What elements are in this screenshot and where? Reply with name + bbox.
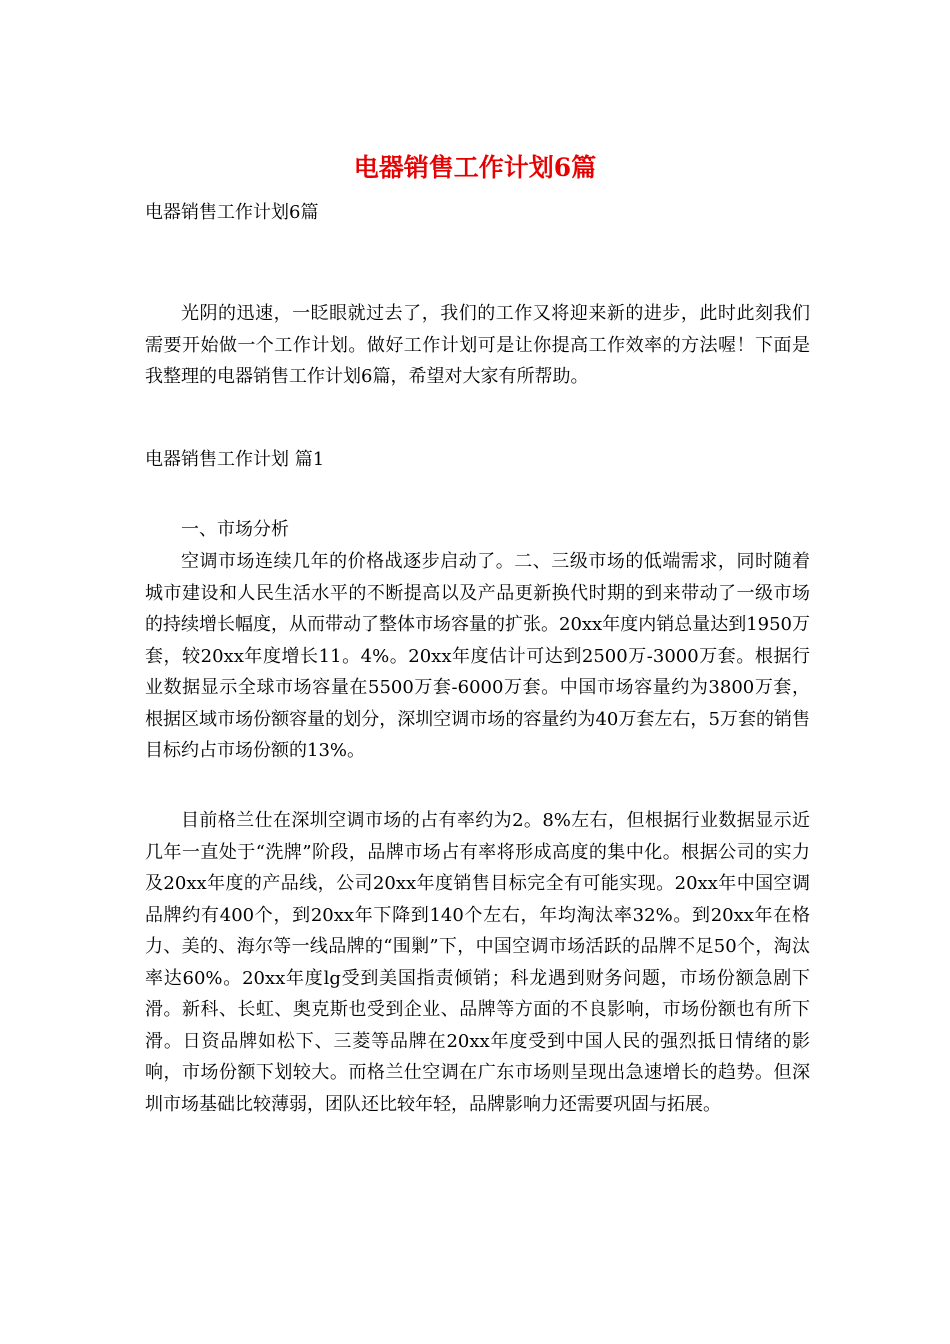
section-heading: 电器销售工作计划 篇1 bbox=[145, 449, 325, 470]
market-paragraph-1: 空调市场连续几年的价格战逐步启动了。二、三级市场的低端需求，同时随着城市建设和人民生活水平的不断提高以及产品更新换代时期的到来带动了一级市场的持续增长幅度，从而带动了整体市场容量的扩张。20xx年度内销总量达到1950万套，较20xx年度增长11。4%。20xx年度估计可达到2500万-3000万套。根据行业数据显示全球市场容量在5500万套-6000万套。中国市场容量约为3800万套，根据区域市场份额容量的划分，深圳空调市场的容量约为40万套左右，5万套的销售目标约占市场份额的13%。 bbox=[145, 551, 811, 761]
document-title: 电器销售工作计划6篇 bbox=[353, 153, 597, 182]
document-subtitle: 电器销售工作计划6篇 bbox=[145, 202, 319, 223]
intro-paragraph: 光阴的迅速，一眨眼就过去了，我们的工作又将迎来新的进步，此时此刻我们需要开始做一个工作计划。做好工作计划可是让你提高工作效率的方法喔！下面是我整理的电器销售工作计划6篇，希望对大家有所帮助。 bbox=[145, 303, 810, 387]
market-analysis-heading: 一、市场分析 bbox=[181, 519, 289, 540]
market-paragraph-2: 目前格兰仕在深圳空调市场的占有率约为2。8%左右，但根据行业数据显示近几年一直处于“洗牌”阶段，品牌市场占有率将形成高度的集中化。根据公司的实力及20xx年度的产品线，公司20xx年度销售目标完全有可能实现。20xx年中国空调品牌约有400个，到20xx年下降到140个左右，年均淘汰率32%。到20xx年在格力、美的、海尔等一线品牌的“围剿”下，中国空调市场活跃的品牌不足50个，淘汰率达60%。20xx年度lg受到美国指责倾销；科龙遇到财务问题，市场份额急剧下滑。新科、长虹、奥克斯也受到企业、品牌等方面的不良影响，市场份额也有所下滑。日资品牌如松下、三菱等品牌在20xx年度受到中国人民的强烈抵日情绪的影响，市场份额下划较大。而格兰仕空调在广东市场则呈现出急速增长的趋势。但深圳市场基础比较薄弱，团队还比较年轻，品牌影响力还需要巩固与拓展。 bbox=[145, 810, 810, 1115]
